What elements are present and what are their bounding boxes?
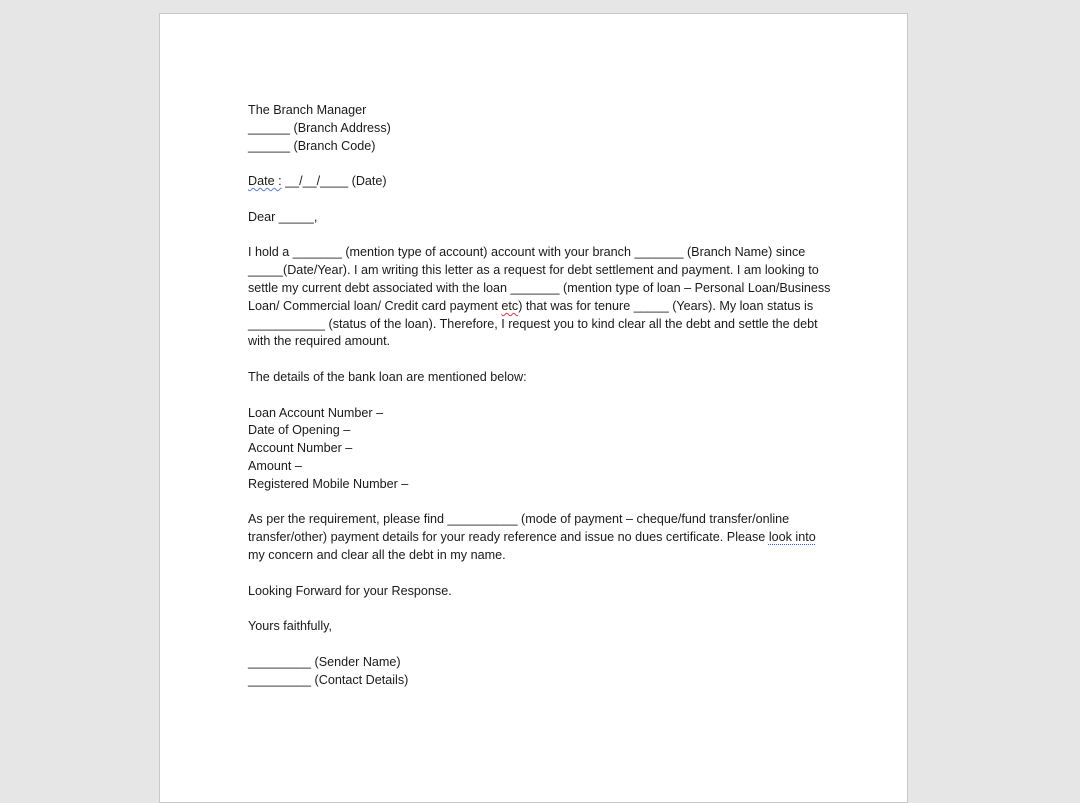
sender-name: _________ (Sender Name) [248,654,401,669]
blank-line [248,351,838,369]
date-line [248,173,838,191]
blank-line [248,387,838,405]
recipient-code: ______ (Branch Code) [248,138,376,153]
blank-line [248,565,838,583]
blank-line [248,227,838,245]
sender-contact: _________ (Contact Details) [248,672,409,687]
loan-detail-item: Date of Opening – [248,423,351,438]
paragraph-line: my concern and clear all the debt in my name. [248,547,506,562]
paragraph-line: As per the requirement, please find __________ (mode of payment – cheque/fund transfer/online [248,512,790,527]
blank-line [248,494,838,512]
paragraph-line [248,529,838,547]
blank-line [248,636,838,654]
recipient-address: ______ (Branch Address) [248,120,391,135]
date-value: __/__/____ (Date) [281,174,387,189]
recipient-title: The Branch Manager [248,103,367,117]
document-page[interactable] [159,13,908,803]
loan-detail-item: Loan Account Number – [248,405,384,420]
blank-line [248,155,838,173]
salutation: Dear _____, [248,209,318,224]
document-body[interactable] [248,102,838,689]
loan-detail-item: Amount – [248,458,302,473]
closing-line: Looking Forward for your Response. [248,583,452,598]
spelling-flag-etc: etc [501,298,519,313]
paragraph-line: _____(Date/Year). I am writing this letter as a request for debt settlement and payment. I am looking to [248,263,819,278]
loan-detail-item: Registered Mobile Number – [248,476,409,491]
blank-line [248,191,838,209]
loan-details-list [248,405,838,494]
body-paragraph-2 [248,511,838,564]
paragraph-line: ___________ (status of the loan). Therefore, I request you to kind clear all the debt and settle the debt [248,316,818,331]
paragraph-line [248,298,838,316]
body-paragraph-1 [248,244,838,351]
paragraph-line: I hold a _______ (mention type of account) account with your branch _______ (Branch Name) since [248,245,806,260]
sign-off: Yours faithfully, [248,619,333,634]
details-intro: The details of the bank loan are mentioned below: [248,369,527,384]
text-run: transfer/other) payment details for your ready reference and issue no dues certificate. Please [248,530,769,545]
text-run: ) that was for tenure _____ (Years). My loan status is [518,298,814,313]
text-run: Loan/ Commercial loan/ Credit card payment [248,298,502,313]
grammar-flag-look-into: look into [768,530,816,545]
blank-line [248,600,838,618]
date-label: Date : [248,174,282,189]
paragraph-line: with the required amount. [248,334,391,349]
paragraph-line: settle my current debt associated with the loan _______ (mention type of loan – Personal Loan/Business [248,280,831,295]
loan-detail-item: Account Number – [248,441,353,456]
